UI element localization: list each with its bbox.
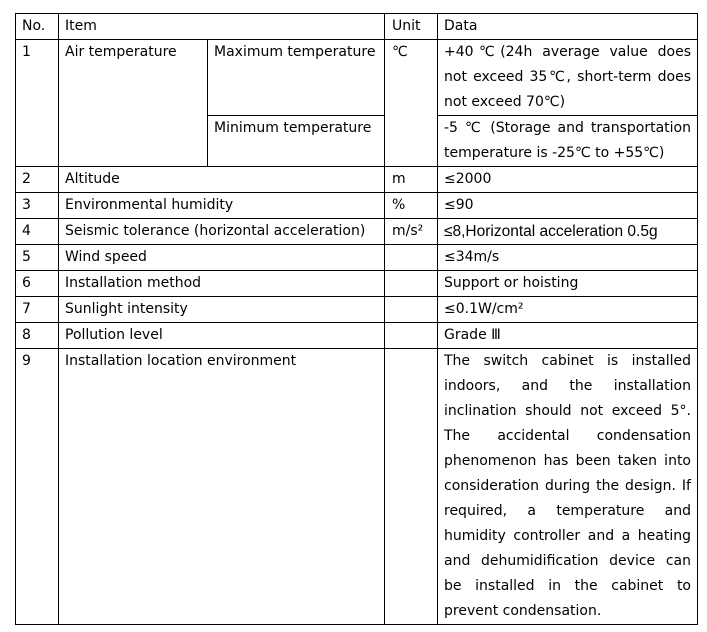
table-row (16, 349, 698, 625)
row-no: 4 (16, 219, 59, 245)
row-unit (385, 271, 438, 297)
row-data: ≤34m/s (438, 245, 698, 271)
row-item: Installation method (59, 271, 385, 297)
row-item: Environmental humidity (59, 193, 385, 219)
row-data: -5 ℃ (Storage and transportation temperature is -25℃ to +55℃) (438, 116, 698, 167)
table-row (16, 167, 698, 193)
row-unit (385, 323, 438, 349)
row-no: 3 (16, 193, 59, 219)
row-no: 2 (16, 167, 59, 193)
row-no: 9 (16, 349, 59, 625)
row-item: Altitude (59, 167, 385, 193)
row-data: +40℃(24h average value does not exceed 35℃, short-term does not exceed 70℃) (438, 40, 698, 116)
row-subitem: Minimum temperature (208, 116, 385, 167)
row-data: ≤8,Horizontal acceleration 0.5g (438, 219, 698, 245)
header-item: Item (59, 14, 385, 40)
row-no: 1 (16, 40, 59, 167)
table-row (16, 40, 698, 116)
row-no: 6 (16, 271, 59, 297)
row-unit: % (385, 193, 438, 219)
header-no: No. (16, 14, 59, 40)
row-data: ≤2000 (438, 167, 698, 193)
table-row (16, 271, 698, 297)
row-item: Wind speed (59, 245, 385, 271)
row-item: Air temperature (59, 40, 208, 167)
specification-table (15, 13, 698, 625)
row-unit (385, 245, 438, 271)
row-no: 5 (16, 245, 59, 271)
row-no: 8 (16, 323, 59, 349)
row-data: The switch cabinet is installed indoors, and the installation inclination should not exceed 5°. The accidental condensation phenomenon has been taken into consideration during the design. If required, a temperature and humidity controller and a heating and dehumidification device can be installed in the cabinet to prevent condensation. (438, 349, 698, 625)
header-data: Data (438, 14, 698, 40)
table-row (16, 297, 698, 323)
row-unit (385, 297, 438, 323)
table-row (16, 193, 698, 219)
row-unit: ℃ (385, 40, 438, 167)
row-data: Support or hoisting (438, 271, 698, 297)
table-row (16, 323, 698, 349)
header-unit: Unit (385, 14, 438, 40)
table-row (16, 219, 698, 245)
row-unit: m (385, 167, 438, 193)
row-unit: m/s² (385, 219, 438, 245)
row-item: Installation location environment (59, 349, 385, 625)
header-row (16, 14, 698, 40)
row-data: ≤90 (438, 193, 698, 219)
row-item: Pollution level (59, 323, 385, 349)
table-row (16, 245, 698, 271)
row-data: ≤0.1W/cm² (438, 297, 698, 323)
row-subitem: Maximum temperature (208, 40, 385, 116)
row-unit (385, 349, 438, 625)
row-item: Sunlight intensity (59, 297, 385, 323)
row-item: Seismic tolerance (horizontal acceleration) (59, 219, 385, 245)
row-no: 7 (16, 297, 59, 323)
row-data: Grade Ⅲ (438, 323, 698, 349)
